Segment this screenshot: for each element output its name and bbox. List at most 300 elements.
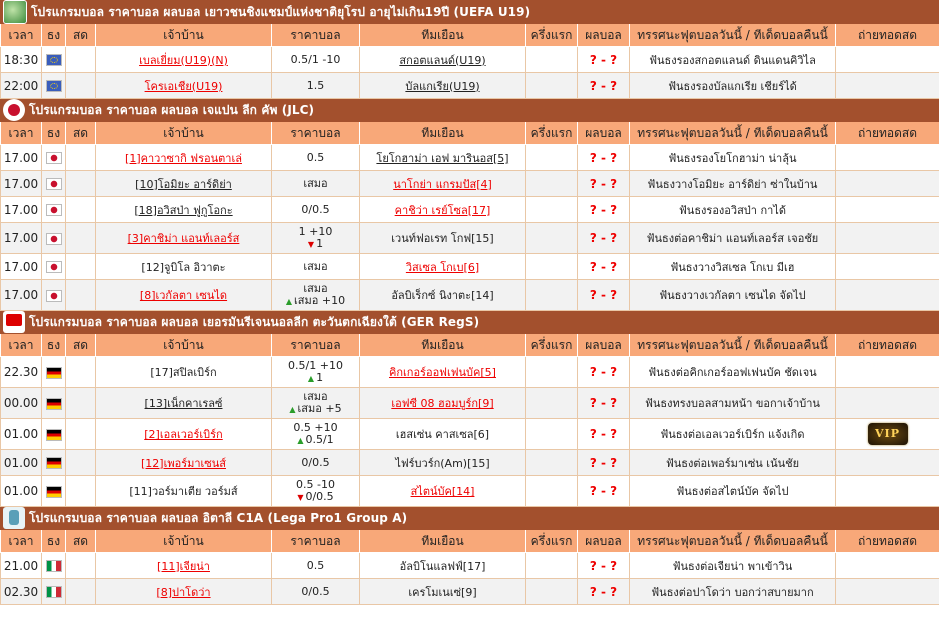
tv-cell — [836, 450, 939, 476]
odds-main: เสมอ — [303, 389, 328, 403]
match-live-cell — [66, 388, 96, 419]
column-header-home: เจ้าบ้าน — [96, 24, 272, 47]
column-header-odds: ราคาบอล — [272, 334, 360, 357]
column-header-tips: ทรรศนะฟุตบอลวันนี้ / ทีเด็ดบอลคืนนี้ — [630, 122, 836, 145]
match-flag-cell — [42, 171, 66, 197]
match-live-cell — [66, 145, 96, 171]
column-header-time: เวลา — [1, 334, 42, 357]
odds-stack — [272, 204, 359, 216]
match-time — [1, 73, 42, 99]
odds-main: 0.5 +10 — [293, 420, 338, 434]
league-header-cell — [1, 1, 939, 24]
away-team-link[interactable]: คิกเกอร์ออฟเฟนบัค[5] — [389, 366, 496, 379]
match-row — [1, 450, 939, 476]
result-score[interactable]: ? - ? — [589, 78, 618, 93]
match-row — [1, 579, 939, 605]
tip-cell — [630, 145, 836, 171]
odds-main: 0/0.5 — [301, 202, 330, 216]
column-header-half: ครึ่งแรก — [526, 122, 578, 145]
tip-text[interactable]: ฟันธงวางโอมิยะ อาร์ดิย่า ซ่าในบ้าน — [647, 177, 818, 191]
result-score[interactable]: ? - ? — [589, 455, 618, 470]
home-team-link[interactable]: [10]โอมิยะ อาร์ดิย่า — [135, 177, 232, 191]
result-score[interactable]: ? - ? — [589, 231, 618, 245]
home-team-link[interactable]: [13]เน็กคาเรลซ์ — [144, 397, 223, 410]
odds-stack — [272, 261, 359, 273]
odds-change — [289, 403, 341, 416]
odds-cell — [272, 280, 360, 311]
match-live-cell — [66, 357, 96, 388]
home-team-cell — [96, 197, 272, 223]
match-time — [1, 145, 42, 171]
tip-text[interactable]: ฟันธงต่อสไตน์บัค จัดไป — [676, 485, 789, 498]
column-header-row — [1, 122, 939, 145]
column-header-row — [1, 530, 939, 553]
away-team-cell — [360, 388, 526, 419]
away-team-link[interactable]: ไฟร์บวร์ก(Am)[15] — [395, 456, 490, 470]
match-row — [1, 553, 939, 579]
home-team-cell — [96, 579, 272, 605]
result-score[interactable]: ? - ? — [589, 584, 618, 599]
column-header-result: ผลบอล — [578, 334, 630, 357]
match-flag-cell — [42, 145, 66, 171]
away-team-cell — [360, 553, 526, 579]
match-time-text: 17.00 — [3, 259, 39, 274]
home-team-link[interactable]: [1]คาวาซากิ ฟรอนตาเล่ — [125, 151, 242, 165]
match-time-text: 02.30 — [3, 584, 39, 599]
match-live-cell — [66, 476, 96, 507]
home-team-link[interactable]: [12]จูบิโล อิวาตะ — [141, 260, 226, 274]
league-header-inner — [1, 507, 939, 529]
half-time-cell — [526, 47, 578, 73]
tip-cell — [630, 388, 836, 419]
column-header-result: ผลบอล — [578, 24, 630, 47]
match-flag-cell — [42, 419, 66, 450]
match-row — [1, 73, 939, 99]
result-score[interactable]: ? - ? — [589, 396, 618, 410]
match-time-text: 22.30 — [3, 365, 39, 379]
match-time — [1, 476, 42, 507]
home-team-cell — [96, 145, 272, 171]
tv-cell — [836, 419, 939, 450]
column-header-flag: ธง — [42, 334, 66, 357]
away-team-link[interactable]: อัลบิโนแลฟฟ์[17] — [399, 559, 486, 573]
odds-change-value: 1 — [316, 370, 324, 384]
half-time-cell — [526, 280, 578, 311]
half-time-cell — [526, 476, 578, 507]
flag-jp-icon — [46, 261, 62, 273]
match-live-cell — [66, 450, 96, 476]
odds-change — [297, 491, 333, 504]
column-header-live: สด — [66, 122, 96, 145]
match-flag-cell — [42, 280, 66, 311]
match-time — [1, 553, 42, 579]
tv-cell — [836, 47, 939, 73]
column-header-away: ทีมเยือน — [360, 530, 526, 553]
home-team-link[interactable]: [8]ปาโดว่า — [156, 585, 211, 599]
tv-cell — [836, 357, 939, 388]
match-time — [1, 171, 42, 197]
flag-jp-icon — [46, 233, 62, 245]
flag-it-icon — [46, 586, 62, 598]
league-header-inner — [1, 1, 939, 23]
column-header-half: ครึ่งแรก — [526, 530, 578, 553]
odds-change-value: เสมอ +10 — [294, 293, 346, 307]
tip-text[interactable]: ฟันธงต่อคิกเกอร์ออฟเฟนบัค ชัดเจน — [648, 366, 817, 379]
tip-text[interactable]: ฟันธงวางวิสเซล โกเบ มีเฮ — [670, 260, 795, 274]
away-team-link[interactable]: สไตน์บัค[14] — [410, 485, 475, 498]
match-live-cell — [66, 171, 96, 197]
away-team-link[interactable]: เฮสเซ่น คาสเซล[6] — [395, 428, 490, 441]
tv-cell — [836, 171, 939, 197]
column-header-away: ทีมเยือน — [360, 24, 526, 47]
tip-text[interactable]: ฟันธงต่อเอลเวอร์เบิร์ก แจ้งเกิด — [660, 428, 805, 441]
result-score[interactable]: ? - ? — [589, 150, 618, 165]
away-team-cell — [360, 476, 526, 507]
tv-cell — [836, 476, 939, 507]
match-live-cell — [66, 419, 96, 450]
flag-de-icon — [46, 457, 62, 469]
match-row — [1, 254, 939, 280]
arrow-up-icon: ▲ — [297, 435, 304, 445]
result-cell — [578, 197, 630, 223]
arrow-down-icon: ▼ — [297, 492, 304, 502]
flag-de-icon — [46, 398, 62, 410]
match-time-text: 21.00 — [3, 558, 39, 573]
tv-cell — [836, 553, 939, 579]
tip-text[interactable]: ฟันธงต่อปาโดว่า บอกว่าสบายมาก — [651, 585, 814, 599]
tip-text[interactable]: ฟันธงต่อเพอร์มาเซ่น เน้นชัย — [665, 456, 800, 470]
half-time-cell — [526, 145, 578, 171]
tv-cell — [836, 388, 939, 419]
home-team-link[interactable]: [8]เวกัลตา เซนได — [139, 289, 228, 302]
odds-cell — [272, 145, 360, 171]
match-time-text: 01.00 — [3, 427, 39, 441]
tip-cell — [630, 579, 836, 605]
flag-jp-icon — [46, 152, 62, 164]
odds-cell — [272, 197, 360, 223]
match-time — [1, 280, 42, 311]
league-header — [1, 311, 939, 334]
match-time-text: 17.00 — [3, 288, 39, 302]
odds-main: 0/0.5 — [301, 584, 330, 598]
odds-stack — [272, 586, 359, 598]
league-header-cell — [1, 311, 939, 334]
odds-stack — [272, 422, 359, 447]
odds-main: เสมอ — [303, 259, 328, 273]
match-flag-cell — [42, 388, 66, 419]
odds-main: เสมอ — [303, 176, 328, 190]
column-header-home: เจ้าบ้าน — [96, 334, 272, 357]
tip-text[interactable]: ฟันธงรองอวิสป่า กาได้ — [679, 203, 786, 217]
odds-cell — [272, 223, 360, 254]
tip-cell — [630, 47, 836, 73]
league-title[interactable]: โปรแกรมบอล ราคาบอล ผลบอล เยอรมันรีเจนนอลลีก ตะวันตกเฉียงใต้ (GER RegS) — [29, 314, 480, 329]
league-header — [1, 507, 939, 530]
column-header-tips: ทรรศนะฟุตบอลวันนี้ / ทีเด็ดบอลคืนนี้ — [630, 530, 836, 553]
match-live-cell — [66, 579, 96, 605]
away-team-link[interactable]: วิสเซล โกเบ[6] — [405, 260, 480, 274]
match-time-text: 01.00 — [3, 455, 39, 470]
result-score[interactable]: ? - ? — [589, 288, 618, 302]
match-row — [1, 223, 939, 254]
half-time-cell — [526, 419, 578, 450]
tip-text[interactable]: ฟันธงรองสกอตแลนด์ ดินแดนคิวิไล — [649, 53, 816, 67]
match-row — [1, 171, 939, 197]
column-header-home: เจ้าบ้าน — [96, 530, 272, 553]
odds-main: 1.5 — [306, 78, 325, 92]
match-row — [1, 357, 939, 388]
match-time — [1, 357, 42, 388]
result-score[interactable]: ? - ? — [589, 427, 618, 441]
match-flag-cell — [42, 476, 66, 507]
away-team-cell — [360, 280, 526, 311]
home-team-link[interactable]: เบลเยี่ยม(U19)(N) — [139, 53, 228, 67]
match-flag-cell — [42, 450, 66, 476]
tv-cell — [836, 197, 939, 223]
odds-stack — [272, 283, 359, 308]
odds-cell — [272, 419, 360, 450]
result-score[interactable]: ? - ? — [589, 558, 618, 573]
odds-stack — [272, 391, 359, 416]
odds-change-value: 1 — [316, 236, 324, 250]
tip-cell — [630, 476, 836, 507]
column-header-tv: ถ่ายทอดสด — [836, 24, 939, 47]
column-header-tv: ถ่ายทอดสด — [836, 530, 939, 553]
away-team-cell — [360, 254, 526, 280]
odds-cell — [272, 254, 360, 280]
result-score[interactable]: ? - ? — [589, 176, 618, 191]
home-team-cell — [96, 357, 272, 388]
match-time — [1, 419, 42, 450]
half-time-cell — [526, 553, 578, 579]
tip-text[interactable]: ฟันธงรองบัลแกเรีย เชียร์ได้ — [668, 79, 797, 93]
result-cell — [578, 145, 630, 171]
column-header-away: ทีมเยือน — [360, 122, 526, 145]
arrow-up-icon: ▲ — [285, 296, 293, 306]
match-time — [1, 47, 42, 73]
tv-cell — [836, 280, 939, 311]
away-team-link[interactable]: สกอตแลนด์(U19) — [399, 53, 486, 67]
column-header-odds: ราคาบอล — [272, 122, 360, 145]
home-team-cell — [96, 280, 272, 311]
away-team-cell — [360, 419, 526, 450]
tv-cell — [836, 579, 939, 605]
arrow-up-icon: ▲ — [307, 373, 315, 383]
tip-text[interactable]: ฟันธงต่อเจียน่า พาเข้าวิน — [672, 559, 793, 573]
tip-cell — [630, 171, 836, 197]
lega-pro-logo-icon — [3, 507, 25, 529]
column-header-tv: ถ่ายทอดสด — [836, 122, 939, 145]
vip-badge[interactable]: VIP — [868, 423, 908, 445]
match-row — [1, 145, 939, 171]
match-time — [1, 388, 42, 419]
home-team-link[interactable]: [3]คาชิม่า แอนท์เลอร์ส — [127, 232, 240, 245]
column-header-tips: ทรรศนะฟุตบอลวันนี้ / ทีเด็ดบอลคืนนี้ — [630, 334, 836, 357]
result-cell — [578, 73, 630, 99]
column-header-odds: ราคาบอล — [272, 24, 360, 47]
flag-jp-icon — [46, 178, 62, 190]
odds-stack — [272, 479, 359, 504]
result-cell — [578, 357, 630, 388]
home-team-link[interactable]: [11]เจียน่า — [157, 559, 210, 573]
home-team-link[interactable]: [12]เพอร์มาเซนส์ — [141, 456, 226, 470]
match-live-cell — [66, 73, 96, 99]
home-team-link[interactable]: [2]เอลเวอร์เบิร์ก — [144, 428, 223, 441]
away-team-link[interactable]: เวนท์ฟอเรท โกฟ[15] — [391, 232, 494, 245]
odds-cell — [272, 171, 360, 197]
home-team-cell — [96, 254, 272, 280]
result-score[interactable]: ? - ? — [589, 202, 618, 217]
result-score[interactable]: ? - ? — [589, 259, 618, 274]
result-score[interactable]: ? - ? — [589, 52, 618, 67]
league-title[interactable]: โปรแกรมบอล ราคาบอล ผลบอล เยาวชนชิงแชมป์แห่งชาติยุโรป อายุไม่เกิน19ปี (UEFA U19) — [31, 4, 531, 19]
league-title[interactable]: โปรแกรมบอล ราคาบอล ผลบอล เจแปน ลีก คัพ (JLC) — [29, 102, 315, 117]
uefa-u19-logo-icon — [3, 0, 27, 24]
odds-main: 0.5 — [306, 558, 325, 572]
home-team-cell — [96, 388, 272, 419]
half-time-cell — [526, 73, 578, 99]
result-cell — [578, 450, 630, 476]
result-cell — [578, 579, 630, 605]
result-cell — [578, 47, 630, 73]
match-time-text: 17.00 — [3, 202, 39, 217]
match-row — [1, 419, 939, 450]
tv-cell — [836, 223, 939, 254]
odds-cell — [272, 388, 360, 419]
odds-change-value: 0.5/1 — [305, 432, 334, 446]
flag-jp-icon — [46, 290, 62, 302]
ger-regs-logo-icon — [3, 311, 25, 333]
flag-de-icon — [46, 429, 62, 441]
flag-eu-icon — [46, 54, 62, 66]
odds-cell — [272, 579, 360, 605]
column-header-odds: ราคาบอล — [272, 530, 360, 553]
column-header-flag: ธง — [42, 530, 66, 553]
odds-stack — [272, 80, 359, 92]
match-time — [1, 450, 42, 476]
away-team-link[interactable]: คาชิว่า เรย์โซล[17] — [394, 203, 491, 217]
home-team-link[interactable]: [18]อวิสป่า ฟูกูโอกะ — [134, 203, 233, 217]
match-time-text: 17.00 — [3, 231, 39, 245]
result-score[interactable]: ? - ? — [589, 484, 618, 498]
away-team-cell — [360, 73, 526, 99]
odds-cell — [272, 73, 360, 99]
league-title[interactable]: โปรแกรมบอล ราคาบอล ผลบอล อิตาลี C1A (Lega Pro1 Group A) — [29, 510, 408, 525]
column-header-home: เจ้าบ้าน — [96, 122, 272, 145]
arrow-down-icon: ▼ — [307, 239, 315, 249]
home-team-cell — [96, 47, 272, 73]
column-header-live: สด — [66, 334, 96, 357]
match-flag-cell — [42, 223, 66, 254]
home-team-cell — [96, 223, 272, 254]
column-header-live: สด — [66, 24, 96, 47]
match-live-cell — [66, 280, 96, 311]
home-team-cell — [96, 419, 272, 450]
odds-cell — [272, 357, 360, 388]
match-time-text: 22:00 — [3, 78, 39, 93]
flag-de-icon — [46, 367, 62, 379]
away-team-cell — [360, 171, 526, 197]
match-time — [1, 223, 42, 254]
arrow-up-icon: ▲ — [289, 404, 296, 414]
match-time-text: 00.00 — [3, 396, 39, 410]
match-time-text: 18:30 — [3, 52, 39, 67]
odds-main: 1 +10 — [298, 224, 333, 238]
result-cell — [578, 419, 630, 450]
half-time-cell — [526, 579, 578, 605]
tip-text[interactable]: ฟันธงทรงบอลสามหน้า ขอกาเจ้าบ้าน — [645, 397, 820, 410]
odds-change — [286, 295, 345, 308]
match-live-cell — [66, 223, 96, 254]
away-team-link[interactable]: อัลบิเร็กซ์ นิงาตะ[14] — [391, 289, 494, 302]
flag-de-icon — [46, 486, 62, 498]
tip-cell — [630, 73, 836, 99]
home-team-link[interactable]: [17]สปิลเบิร์ก — [150, 366, 217, 379]
away-team-link[interactable]: นาโกย่า แกรมปัส[4] — [393, 177, 492, 191]
match-flag-cell — [42, 73, 66, 99]
result-score[interactable]: ? - ? — [589, 365, 618, 379]
away-team-link[interactable]: เครโมเนเซ่[9] — [408, 585, 477, 599]
tip-text[interactable]: ฟันธงต่อคาชิม่า แอนท์เลอร์ส เจอชัย — [646, 232, 819, 245]
match-flag-cell — [42, 579, 66, 605]
column-header-live: สด — [66, 530, 96, 553]
away-team-cell — [360, 579, 526, 605]
match-time — [1, 579, 42, 605]
column-header-flag: ธง — [42, 122, 66, 145]
tip-text[interactable]: ฟันธงรองโยโกฮาม่า น่าลุ้น — [668, 151, 797, 165]
away-team-cell — [360, 197, 526, 223]
away-team-link[interactable]: เอฟซี 08 ฮอมบูร์ก[9] — [391, 397, 494, 410]
column-header-away: ทีมเยือน — [360, 334, 526, 357]
flag-jp-icon — [46, 204, 62, 216]
league-header-inner — [1, 311, 939, 333]
half-time-cell — [526, 357, 578, 388]
column-header-row — [1, 334, 939, 357]
half-time-cell — [526, 171, 578, 197]
away-team-cell — [360, 145, 526, 171]
match-row — [1, 476, 939, 507]
column-header-time: เวลา — [1, 530, 42, 553]
match-live-cell — [66, 47, 96, 73]
odds-cell — [272, 476, 360, 507]
home-team-link[interactable]: [11]วอร์มาเตีย วอร์มส์ — [129, 485, 238, 498]
odds-stack — [272, 457, 359, 469]
home-team-cell — [96, 73, 272, 99]
league-header-cell — [1, 99, 939, 122]
flag-eu-icon — [46, 80, 62, 92]
column-header-tv: ถ่ายทอดสด — [836, 334, 939, 357]
league-header-inner — [1, 99, 939, 121]
home-team-link[interactable]: โครเอเชีย(U19) — [144, 79, 223, 93]
away-team-link[interactable]: บัลแกเรีย(U19) — [405, 79, 480, 93]
tip-cell — [630, 280, 836, 311]
tip-cell — [630, 450, 836, 476]
tip-text[interactable]: ฟันธงวางเวกัลตา เซนได จัดไป — [659, 289, 806, 302]
tip-cell — [630, 197, 836, 223]
column-header-time: เวลา — [1, 24, 42, 47]
match-flag-cell — [42, 254, 66, 280]
league-header — [1, 1, 939, 24]
away-team-link[interactable]: โยโกฮาม่า เอฟ มารินอส[5] — [376, 151, 509, 165]
result-cell — [578, 254, 630, 280]
japan-logo-icon — [3, 99, 25, 121]
column-header-row — [1, 24, 939, 47]
tip-cell — [630, 553, 836, 579]
result-cell — [578, 171, 630, 197]
match-flag-cell — [42, 197, 66, 223]
home-team-cell — [96, 171, 272, 197]
league-header-cell — [1, 507, 939, 530]
